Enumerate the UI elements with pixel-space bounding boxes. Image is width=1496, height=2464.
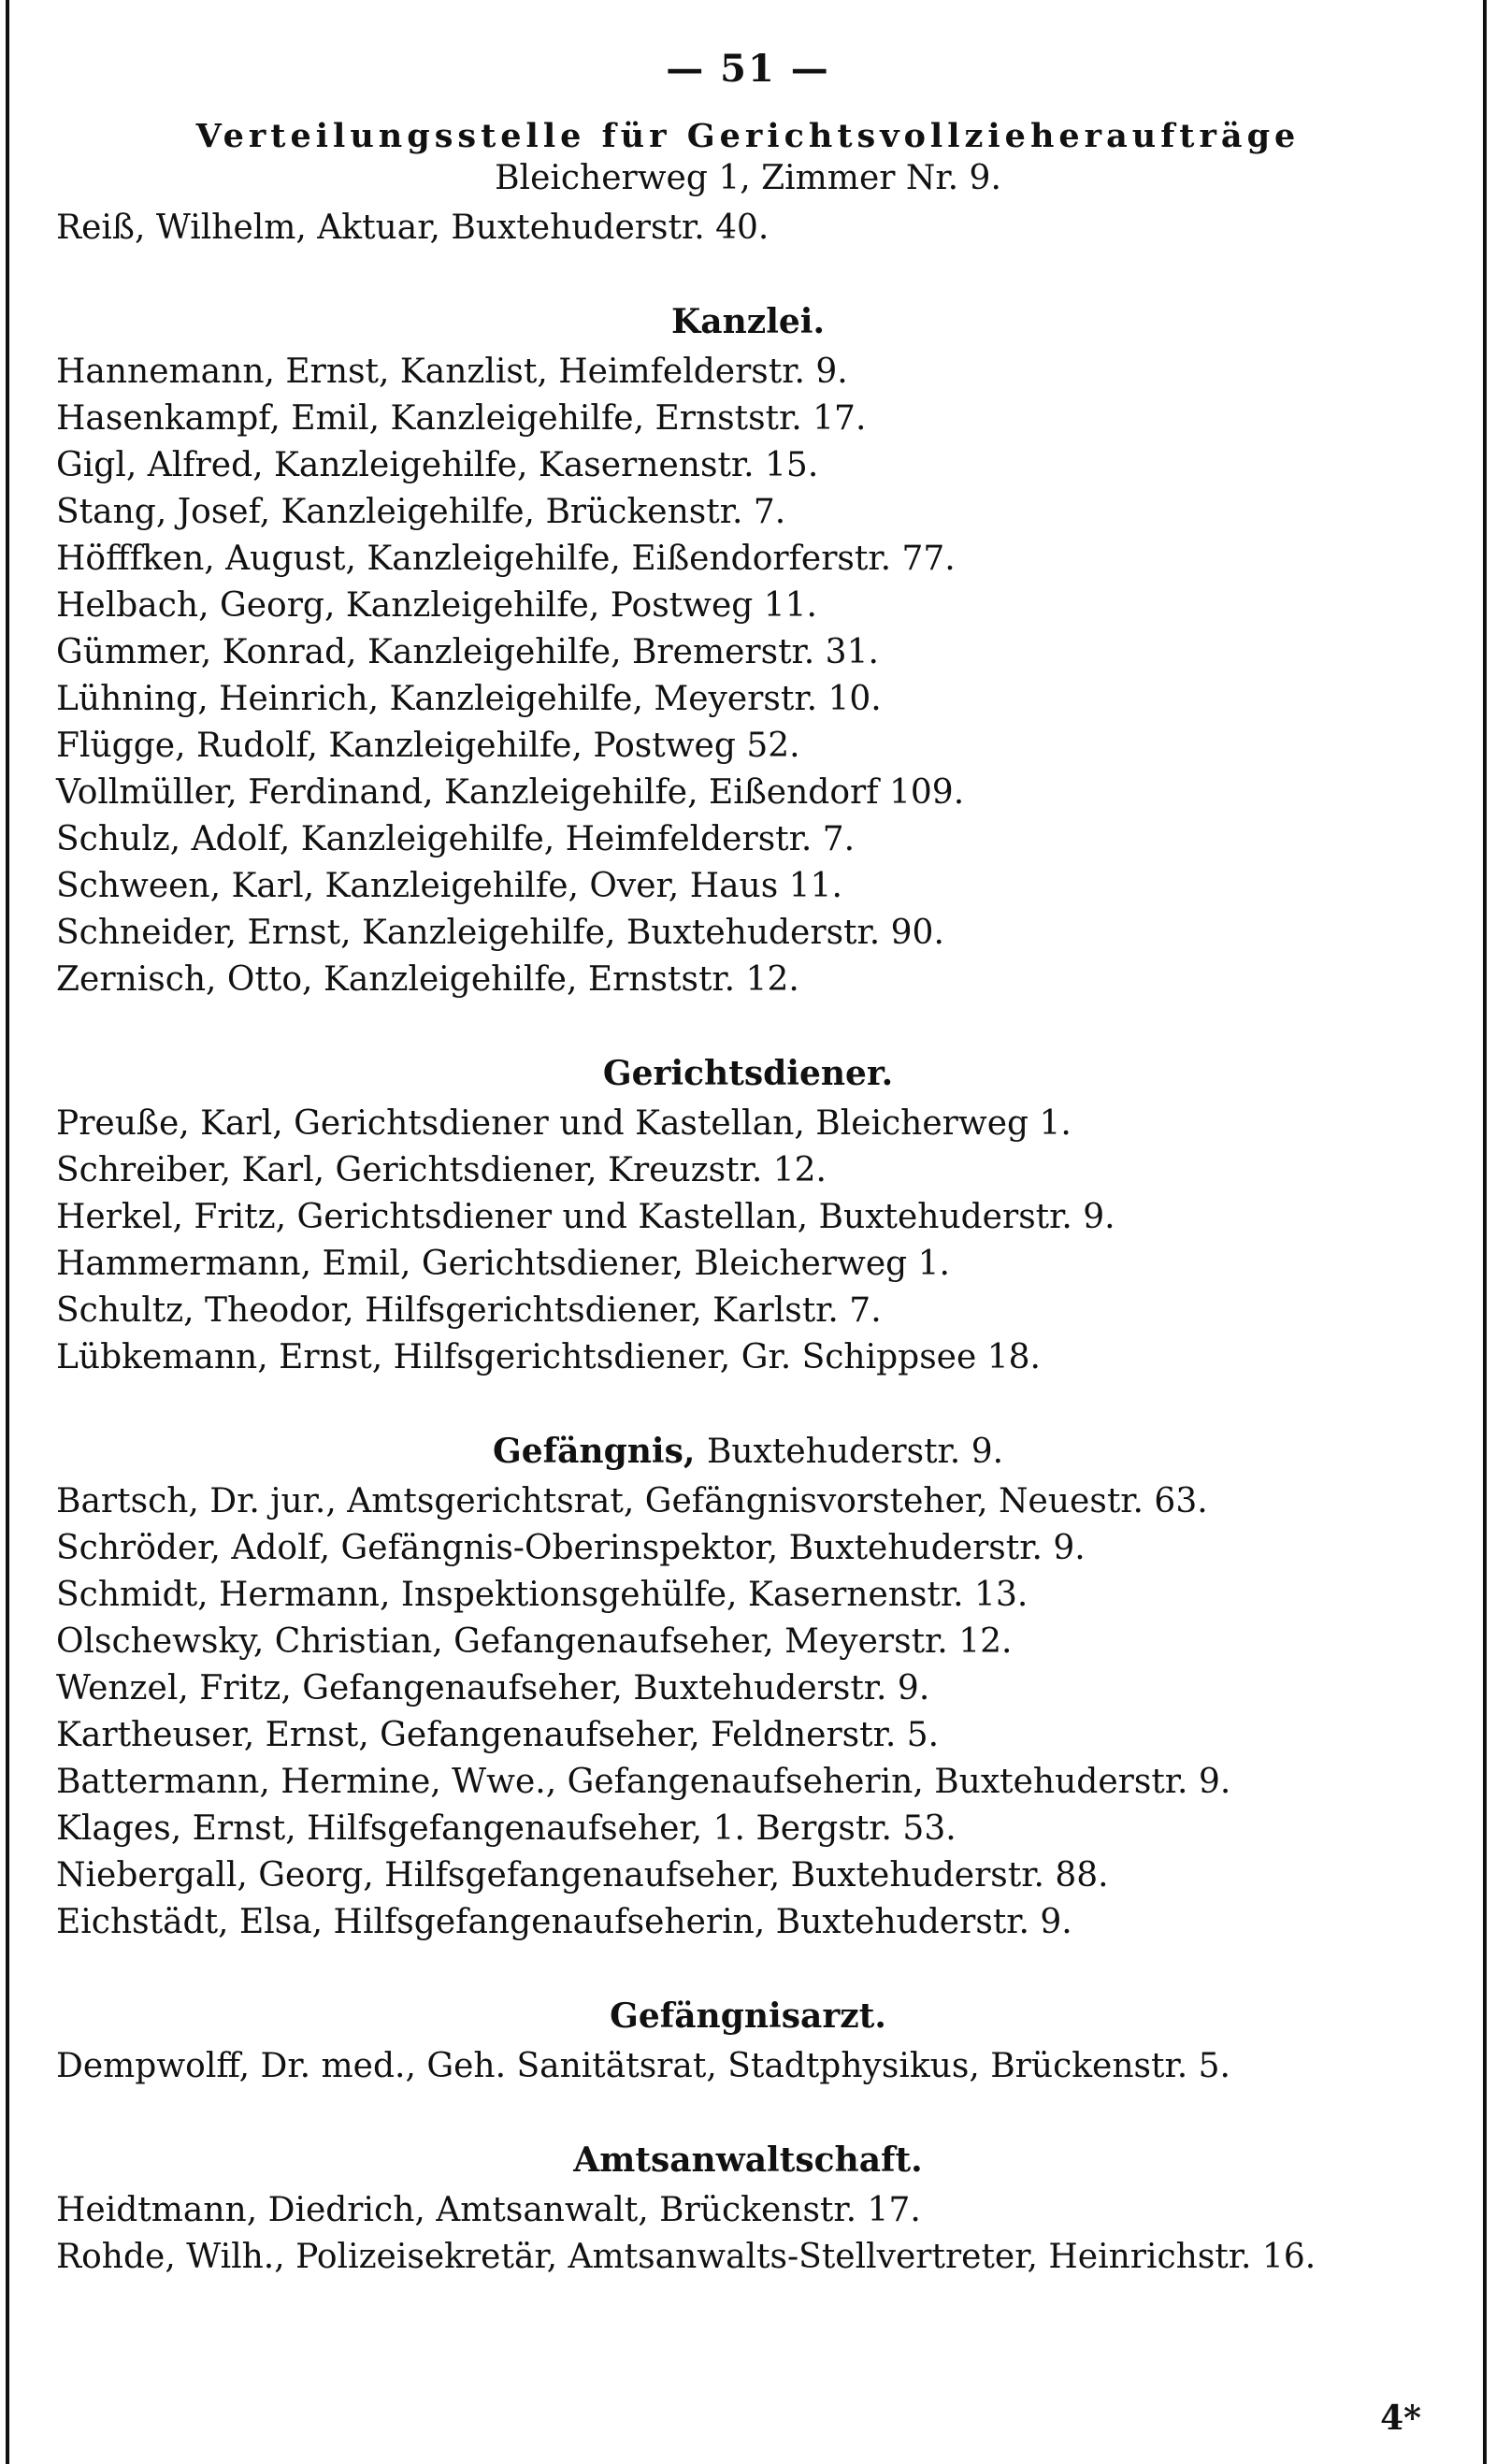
entry: Eichstädt, Elsa, Hilfsgefangenaufseherin, Buxtehuderstr. 9. [56, 1903, 1072, 1941]
entry: Stang, Josef, Kanzleigehilfe, Brückenstr. 7. [56, 493, 786, 531]
entry: Flügge, Rudolf, Kanzleigehilfe, Postweg 52. [56, 727, 800, 765]
section-title: Gerichtsdiener. [602, 1054, 894, 1093]
entry: Vollmüller, Ferdinand, Kanzleigehilfe, Eißendorf 109. [56, 773, 965, 812]
section-title-address: Buxtehuderstr. 9. [706, 1433, 1004, 1471]
entry: Schneider, Ernst, Kanzleigehilfe, Buxtehuderstr. 90. [56, 914, 944, 952]
entry: Schultz, Theodor, Hilfsgerichtsdiener, Karlstr. 7. [56, 1291, 882, 1330]
entry-list [56, 2043, 1440, 2090]
entry: Zernisch, Otto, Kanzleigehilfe, Ernststr. 12. [56, 960, 799, 999]
entry: Reiß, Wilhelm, Aktuar, Buxtehuderstr. 40. [56, 209, 770, 247]
entry-list [56, 205, 1440, 252]
section-gefaengnis [56, 1432, 1440, 1946]
entry: Schreiber, Karl, Gerichtsdiener, Kreuzstr. 12. [56, 1151, 827, 1189]
entry: Hannemann, Ernst, Kanzlist, Heimfelderstr. 9. [56, 353, 848, 391]
entry-list [56, 349, 1440, 1003]
section-gefaengnisarzt [56, 1996, 1440, 2090]
entry: Lübkemann, Ernst, Hilfsgerichtsdiener, Gr. Schippsee 18. [56, 1338, 1041, 1376]
entry: Bartsch, Dr. jur., Amtsgerichtsrat, Gefängnisvorsteher, Neuestr. 63. [56, 1482, 1208, 1520]
entry: Dempwolff, Dr. med., Geh. Sanitätsrat, Stadtphysikus, Brückenstr. 5. [56, 2047, 1230, 2085]
section-title-main: Gefängnis, [492, 1432, 696, 1471]
signature-mark: 4* [1380, 2399, 1421, 2438]
entry: Gümmer, Konrad, Kanzleigehilfe, Bremerstr. 31. [56, 633, 879, 671]
section-kanzlei [56, 302, 1440, 1003]
section-gerichtsdiener [56, 1054, 1440, 1381]
entry: Battermann, Hermine, Wwe., Gefangenaufseherin, Buxtehuderstr. 9. [56, 1763, 1231, 1801]
entry: Schween, Karl, Kanzleigehilfe, Over, Haus 11. [56, 867, 842, 905]
section-verteilungsstelle [56, 117, 1440, 252]
entry: Schröder, Adolf, Gefängnis-Oberinspektor, Buxtehuderstr. 9. [56, 1529, 1086, 1567]
section-title: Gefängnisarzt. [610, 1996, 886, 2036]
entry: Schmidt, Hermann, Inspektionsgehülfe, Kasernenstr. 13. [56, 1576, 1028, 1614]
entry: Schulz, Adolf, Kanzleigehilfe, Heimfelderstr. 7. [56, 820, 856, 858]
entry: Preuße, Karl, Gerichtsdiener und Kastellan, Bleicherweg 1. [56, 1104, 1072, 1143]
entry: Hasenkampf, Emil, Kanzleigehilfe, Ernststr. 17. [56, 399, 867, 438]
section-title: Kanzlei. [670, 302, 826, 341]
entry: Wenzel, Fritz, Gefangenaufseher, Buxtehuderstr. 9. [56, 1669, 930, 1708]
entry: Höfffken, August, Kanzleigehilfe, Eißendorferstr. 77. [56, 540, 956, 578]
section-title [56, 1432, 1440, 1471]
entry: Herkel, Fritz, Gerichtsdiener und Kastellan, Buxtehuderstr. 9. [56, 1198, 1115, 1236]
entry: Niebergall, Georg, Hilfsgefangenaufseher, Buxtehuderstr. 88. [56, 1856, 1109, 1895]
entry: Klages, Ernst, Hilfsgefangenaufseher, 1. Bergstr. 53. [56, 1809, 957, 1848]
entry: Lühning, Heinrich, Kanzleigehilfe, Meyerstr. 10. [56, 680, 882, 718]
page-edge-right [1483, 0, 1487, 2464]
page-edge-left [6, 0, 9, 2464]
entry: Kartheuser, Ernst, Gefangenaufseher, Feldnerstr. 5. [56, 1716, 940, 1754]
section-subtitle: Bleicherweg 1, Zimmer Nr. 9. [495, 159, 1001, 197]
entry: Rohde, Wilh., Polizeisekretär, Amtsanwalts-Stellvertreter, Heinrichstr. 16. [56, 2238, 1316, 2276]
entry-list [56, 1101, 1440, 1381]
entry-list [56, 1478, 1440, 1946]
section-title: Verteilungsstelle für Gerichtsvollzieheraufträge [195, 117, 1301, 155]
section-amtsanwaltschaft [56, 2140, 1440, 2281]
entry: Hammermann, Emil, Gerichtsdiener, Bleicherweg 1. [56, 1245, 951, 1283]
entry: Olschewsky, Christian, Gefangenaufseher, Meyerstr. 12. [56, 1622, 1013, 1661]
entry: Helbach, Georg, Kanzleigehilfe, Postweg 11. [56, 586, 817, 625]
entry: Heidtmann, Diedrich, Amtsanwalt, Brückenstr. 17. [56, 2191, 921, 2229]
section-title: Amtsanwaltschaft. [573, 2140, 923, 2180]
page-number: — 51 — [666, 47, 830, 91]
entry-list [56, 2187, 1440, 2281]
entry: Gigl, Alfred, Kanzleigehilfe, Kasernenstr. 15. [56, 446, 819, 484]
